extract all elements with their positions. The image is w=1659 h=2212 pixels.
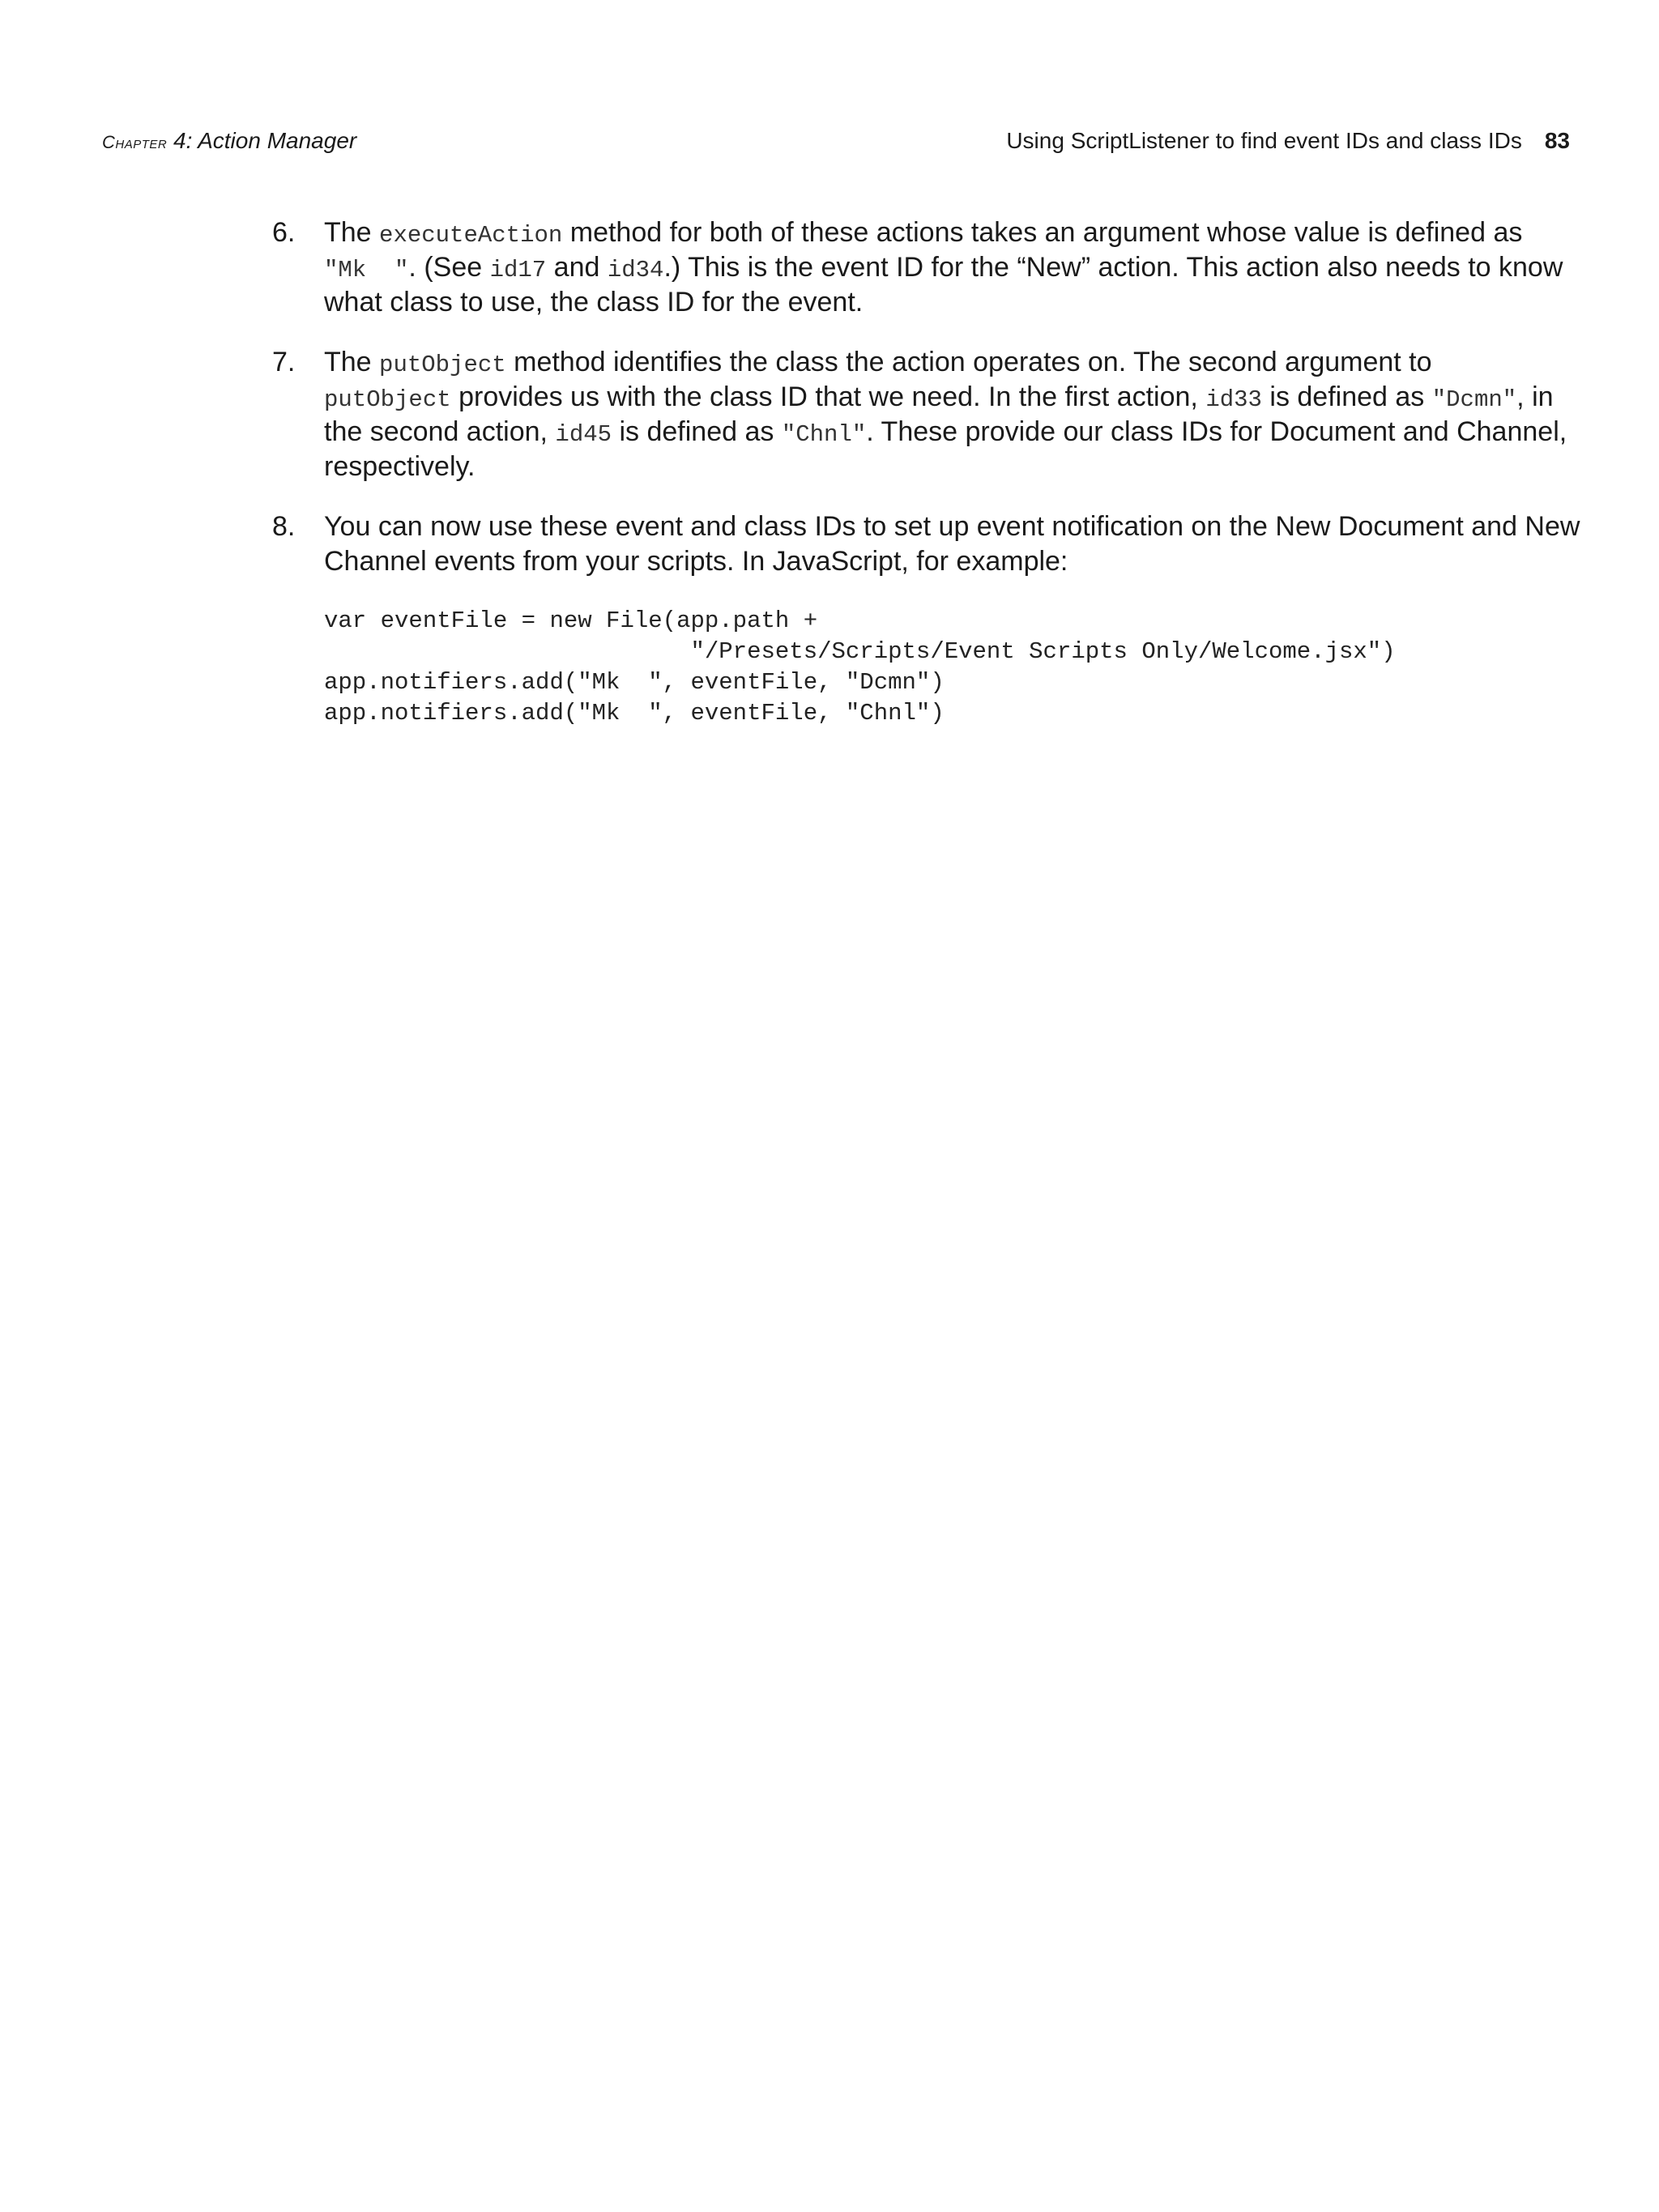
text-run: The bbox=[324, 217, 380, 248]
inline-code: id17 bbox=[489, 257, 547, 283]
text-run: method identifies the class the action operates on. The second argument to bbox=[505, 347, 1432, 377]
list-item-number: 7. bbox=[272, 347, 296, 377]
list-item-text bbox=[272, 215, 1568, 320]
inline-code: id33 bbox=[1205, 386, 1262, 413]
code-line: "/Presets/Scripts/Event Scripts Only/Welcome.jsx") bbox=[324, 638, 1396, 665]
code-line: app.notifiers.add("Mk ", eventFile, "Dcmn") bbox=[324, 669, 945, 696]
list-item-number: 8. bbox=[272, 511, 296, 542]
code-line: var eventFile = new File(app.path + bbox=[324, 607, 818, 634]
inline-code: "Chnl" bbox=[781, 421, 867, 448]
code-line: app.notifiers.add("Mk ", eventFile, "Chnl") bbox=[324, 700, 945, 727]
text-line bbox=[324, 250, 1620, 285]
text-line bbox=[324, 215, 1620, 250]
section-header bbox=[1006, 128, 1570, 154]
text-run: . (See bbox=[408, 252, 490, 283]
section-title: Using ScriptListener to find event IDs and class IDs bbox=[1006, 128, 1522, 153]
text-run: The bbox=[324, 347, 380, 377]
text-run: and bbox=[546, 252, 608, 283]
text-line bbox=[324, 380, 1620, 415]
list-item-text bbox=[272, 345, 1568, 484]
text-run: what class to use, the class ID for the event. bbox=[324, 287, 864, 318]
inline-code: id45 bbox=[555, 421, 612, 448]
text-line bbox=[324, 285, 1620, 320]
code-block bbox=[324, 606, 1396, 729]
text-line bbox=[324, 345, 1620, 380]
text-line bbox=[324, 450, 1620, 484]
text-run: Channel events from your scripts. In JavaScript, for example: bbox=[324, 546, 1068, 577]
chapter-name: 4: Action Manager bbox=[167, 128, 357, 153]
chapter-word: Chapter bbox=[102, 132, 168, 152]
inline-code: putObject bbox=[379, 352, 506, 378]
text-run: the second action, bbox=[324, 416, 556, 447]
text-run: is defined as bbox=[1261, 381, 1432, 412]
page-number: 83 bbox=[1544, 128, 1570, 153]
text-run: . These provide our class IDs for Document and Channel, bbox=[866, 416, 1567, 447]
inline-code: executeAction bbox=[379, 222, 563, 249]
inline-code: id34 bbox=[607, 257, 664, 283]
text-run: is defined as bbox=[612, 416, 782, 447]
list-item-7 bbox=[272, 345, 1568, 484]
text-run: method for both of these actions takes an argument whose value is defined as bbox=[562, 217, 1523, 248]
list-item-number: 6. bbox=[272, 217, 296, 248]
text-run: provides us with the class ID that we need. In the first action, bbox=[450, 381, 1206, 412]
text-line bbox=[324, 509, 1620, 544]
inline-code: "Dcmn" bbox=[1431, 386, 1517, 413]
text-line bbox=[324, 415, 1620, 450]
inline-code: putObject bbox=[324, 386, 451, 413]
text-run: .) This is the event ID for the “New” action. This action also needs to know bbox=[663, 252, 1563, 283]
page-header bbox=[102, 128, 1570, 160]
text-run: respectively. bbox=[324, 451, 476, 482]
text-run: , in bbox=[1516, 381, 1554, 412]
list-item-6 bbox=[272, 215, 1568, 320]
list-item-8 bbox=[272, 509, 1580, 579]
text-run: You can now use these event and class IDs to set up event notification on the New Document and New bbox=[324, 511, 1580, 542]
text-line bbox=[324, 544, 1620, 579]
chapter-title bbox=[102, 128, 356, 154]
inline-code: "Mk " bbox=[324, 257, 409, 283]
list-item-text bbox=[272, 509, 1580, 579]
